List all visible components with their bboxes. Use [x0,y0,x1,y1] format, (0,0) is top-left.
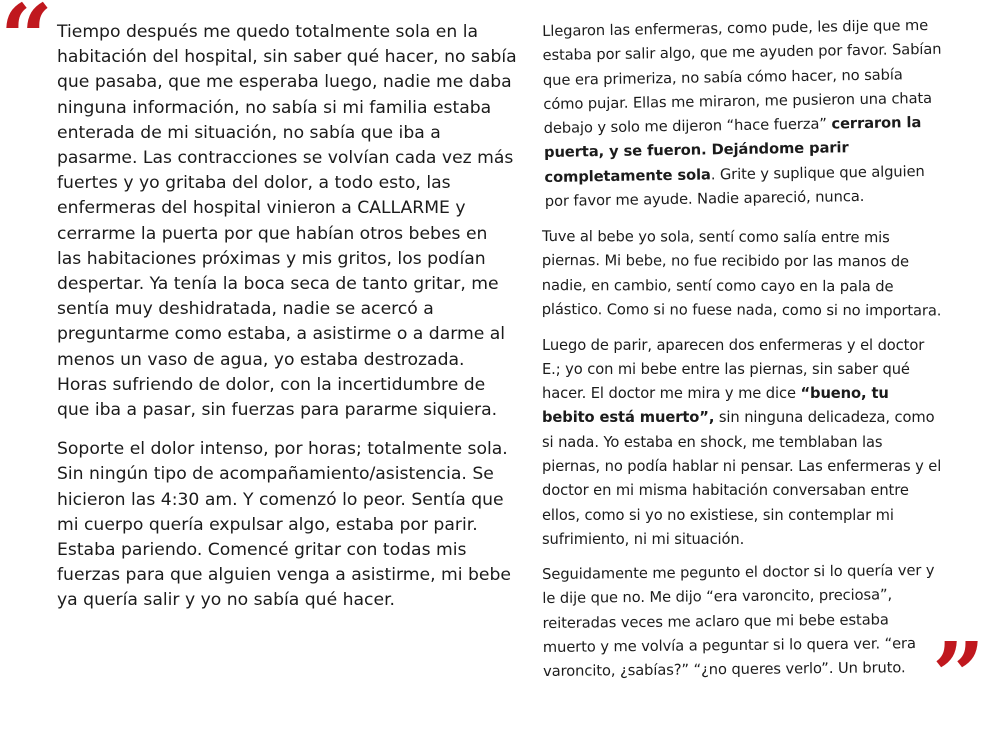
right-paragraph-1-text-a: Llegaron las enfermeras, como pude, les dije que me estaba por salir algo, que me ayuden por favor. Sabían que era primeriza, no sabía cómo hacer, no sabía cómo pujar. Ellas me miraron, me pusieron una chata debajo y solo me dijeron “hace fuerza” [542,16,942,138]
close-quote-mark: ” [932,622,985,730]
right-paragraph-1 [542,14,945,215]
open-quote-mark: “ [0,0,53,92]
left-column [57,20,517,628]
left-paragraph-2: Soporte el dolor intenso, por horas; totalmente sola. Sin ningún tipo de acompañamiento/asistencia. Se hicieron las 4:30 am. Y comenzó lo peor. Sentía que mi cuerpo quería expulsar algo, estaba por parir. Estaba pariendo. Comencé gritar con todas mis fuerzas para que alguien venga a asistirme, mi bebe ya quería salir y yo no sabía qué hacer. [57,439,511,611]
right-paragraph-3-bold: “bueno, tu bebito está muerto”, [542,385,889,427]
right-column [541,16,942,696]
right-paragraph-2: Tuve al bebe yo sola, sentí como salía entre mis piernas. Mi bebe, no fue recibido por las manos de nadie, en cambio, sentí como cayo en la pala de plástico. Como si no fuese nada, como si no importara. [541,228,942,320]
right-paragraph-1-text-b: . Grite y suplique que alguien por favor me ayude. Nadie apareció, nunca. [544,162,925,211]
right-paragraph-3-text-b: sin ninguna delicadeza, como si nada. Yo estaba en shock, me temblaban las piernas, no podía hablar ni pensar. Las enfermeras y el doctor en mi misma habitación conversaban entre ellos, como si yo no existiese, sin contemplar mi sufrimiento, ni mi situación. [542,409,942,548]
right-paragraph-4: Seguidamente me pegunto el doctor si lo quería ver y le dije que no. Me dijo “era varoncito, preciosa”, reiteradas veces me aclaro que mi bebe estaba muerto y me volvía a peguntar si lo quera ver. “era varoncito, ¿sabías?” “¿no queres verlo”. Un bruto. [542,562,935,681]
right-paragraph-3 [542,334,942,553]
right-paragraph-3-text-a: Luego de parir, aparecen dos enfermeras y el doctor E.; yo con mi bebe entre las piernas, sin saber qué hacer. El doctor me mira y me dice [542,336,925,403]
right-paragraph-1-bold: cerraron la puerta, y se fueron. Dejándome parir completamente sola [543,114,922,186]
left-paragraph-1: Tiempo después me quedo totalmente sola en la habitación del hospital, sin saber qué hacer, no sabía que pasaba, que me esperaba luego, nadie me daba ninguna información, no sabía si mi familia estaba enterada de mi situación, no sabía que iba a pasarme. Las contracciones se volvían cada vez más fuertes y yo gritaba del dolor, a todo esto, las enfermeras del hospital vinieron a CALLARME y cerrarme la puerta por que habían otros bebes en las habitaciones próximas y mis gritos, los podían despertar. Ya tenía la boca seca de tanto gritar, me sentía muy deshidratada, nadie se acercó a preguntarme como estaba, a asistirme o a darme al menos un vaso de agua, yo estaba destrozada. Horas sufriendo de dolor, con la incertidumbre de que iba a pasar, sin fuerzas para pararme siquiera. [57,22,517,421]
